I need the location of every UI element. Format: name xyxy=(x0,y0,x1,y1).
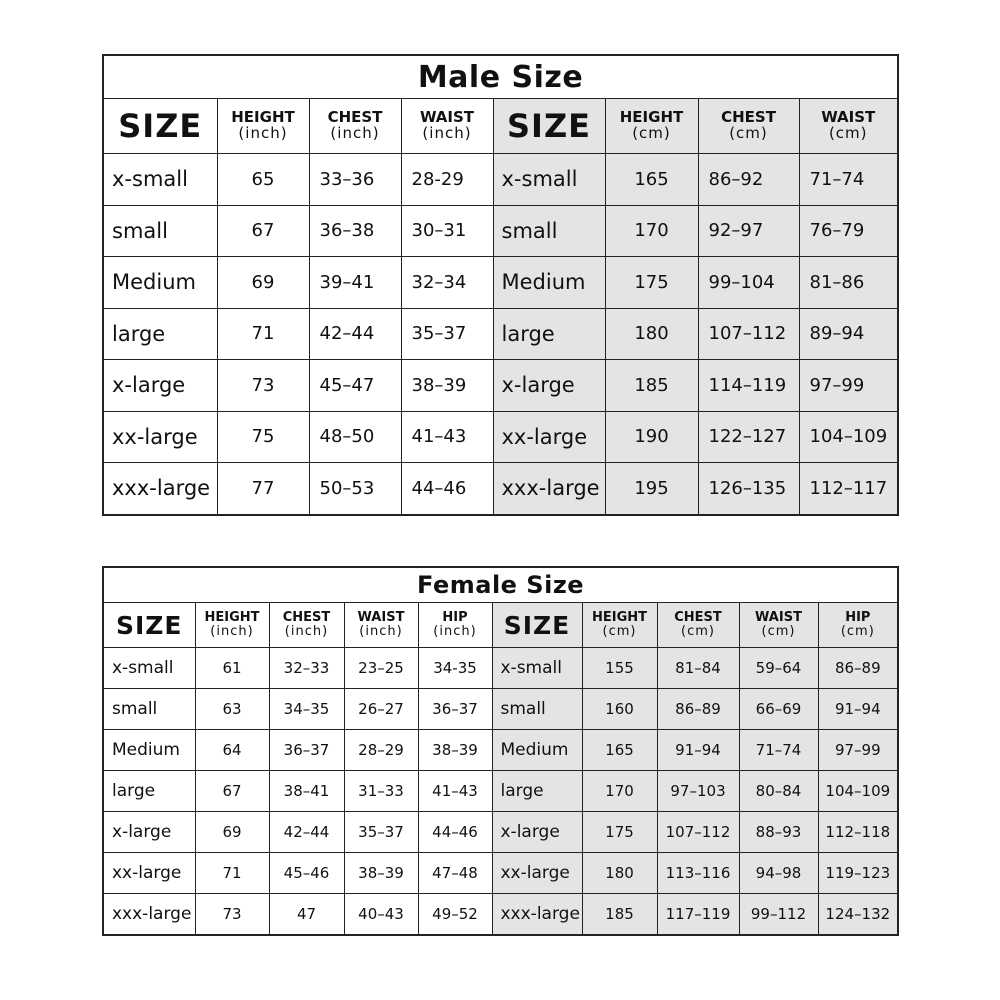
waist-cm: 59–64 xyxy=(739,648,818,689)
height-cm: 180 xyxy=(582,853,657,894)
hip-inch: 44–46 xyxy=(418,812,492,853)
chest-cm: 92–97 xyxy=(698,205,799,257)
waist-inch: 26–27 xyxy=(344,689,418,730)
chest-cm: 113–116 xyxy=(657,853,739,894)
hip-inch: 34-35 xyxy=(418,648,492,689)
hip-cm: 119–123 xyxy=(818,853,898,894)
header-hip-cm: HIP (cm) xyxy=(818,603,898,648)
height-cm: 160 xyxy=(582,689,657,730)
table-row xyxy=(103,689,898,730)
header-waist-cm: WAIST (cm) xyxy=(739,603,818,648)
male-size-title: Male Size xyxy=(103,55,898,99)
size-label: x-small xyxy=(103,154,217,206)
hip-cm: 86–89 xyxy=(818,648,898,689)
waist-cm: 71–74 xyxy=(799,154,898,206)
chest-cm: 117–119 xyxy=(657,894,739,936)
table-row xyxy=(103,812,898,853)
hip-inch: 49–52 xyxy=(418,894,492,936)
hip-inch: 36–37 xyxy=(418,689,492,730)
waist-inch: 31–33 xyxy=(344,771,418,812)
waist-cm: 112–117 xyxy=(799,463,898,515)
height-inch: 73 xyxy=(217,360,309,412)
table-row xyxy=(103,257,898,309)
waist-inch: 35–37 xyxy=(344,812,418,853)
waist-inch: 38–39 xyxy=(401,360,493,412)
header-height-cm: HEIGHT (cm) xyxy=(605,99,698,154)
table-row xyxy=(103,463,898,515)
size-label-cm: large xyxy=(492,771,582,812)
chest-inch: 50–53 xyxy=(309,463,401,515)
chest-inch: 45–46 xyxy=(269,853,344,894)
header-size: SIZE xyxy=(103,99,217,154)
height-cm: 185 xyxy=(605,360,698,412)
chest-inch: 32–33 xyxy=(269,648,344,689)
height-inch: 75 xyxy=(217,411,309,463)
chest-inch: 36–37 xyxy=(269,730,344,771)
header-height-inch: HEIGHT (inch) xyxy=(217,99,309,154)
height-cm: 175 xyxy=(605,257,698,309)
size-label-cm: x-large xyxy=(493,360,605,412)
size-label-cm: Medium xyxy=(493,257,605,309)
table-row xyxy=(103,853,898,894)
size-label: large xyxy=(103,771,195,812)
size-label: Medium xyxy=(103,730,195,771)
height-inch: 64 xyxy=(195,730,269,771)
size-label: xxx-large xyxy=(103,463,217,515)
table-row xyxy=(103,730,898,771)
waist-cm: 89–94 xyxy=(799,308,898,360)
female-size-table xyxy=(102,566,899,936)
chest-cm: 81–84 xyxy=(657,648,739,689)
chest-cm: 86–92 xyxy=(698,154,799,206)
chest-inch: 48–50 xyxy=(309,411,401,463)
waist-cm: 104–109 xyxy=(799,411,898,463)
hip-cm: 91–94 xyxy=(818,689,898,730)
height-cm: 185 xyxy=(582,894,657,936)
waist-inch: 40–43 xyxy=(344,894,418,936)
table-row xyxy=(103,894,898,936)
size-label: xx-large xyxy=(103,853,195,894)
female-header-row xyxy=(103,603,898,648)
table-row xyxy=(103,205,898,257)
chest-cm: 114–119 xyxy=(698,360,799,412)
header-waist-inch: WAIST (inch) xyxy=(344,603,418,648)
table-row xyxy=(103,154,898,206)
waist-cm: 81–86 xyxy=(799,257,898,309)
size-label-cm: x-large xyxy=(492,812,582,853)
height-cm: 155 xyxy=(582,648,657,689)
waist-inch: 44–46 xyxy=(401,463,493,515)
waist-cm: 99–112 xyxy=(739,894,818,936)
size-label-cm: small xyxy=(493,205,605,257)
hip-cm: 104–109 xyxy=(818,771,898,812)
height-cm: 175 xyxy=(582,812,657,853)
height-cm: 195 xyxy=(605,463,698,515)
chest-cm: 97–103 xyxy=(657,771,739,812)
size-label: xxx-large xyxy=(103,894,195,936)
height-inch: 69 xyxy=(217,257,309,309)
table-row xyxy=(103,360,898,412)
height-cm: 190 xyxy=(605,411,698,463)
chest-cm: 99–104 xyxy=(698,257,799,309)
size-label-cm: xx-large xyxy=(493,411,605,463)
chest-inch: 38–41 xyxy=(269,771,344,812)
size-label-cm: small xyxy=(492,689,582,730)
height-inch: 67 xyxy=(217,205,309,257)
chest-cm: 86–89 xyxy=(657,689,739,730)
height-inch: 71 xyxy=(217,308,309,360)
height-inch: 77 xyxy=(217,463,309,515)
chest-inch: 34–35 xyxy=(269,689,344,730)
size-label-cm: x-small xyxy=(492,648,582,689)
height-inch: 71 xyxy=(195,853,269,894)
header-height-cm: HEIGHT (cm) xyxy=(582,603,657,648)
hip-inch: 47–48 xyxy=(418,853,492,894)
header-size-cm: SIZE xyxy=(493,99,605,154)
height-inch: 61 xyxy=(195,648,269,689)
male-size-table xyxy=(102,54,899,516)
waist-cm: 71–74 xyxy=(739,730,818,771)
waist-inch: 23–25 xyxy=(344,648,418,689)
chest-inch: 47 xyxy=(269,894,344,936)
chest-inch: 36–38 xyxy=(309,205,401,257)
waist-inch: 30–31 xyxy=(401,205,493,257)
waist-inch: 41–43 xyxy=(401,411,493,463)
header-size: SIZE xyxy=(103,603,195,648)
table-row xyxy=(103,411,898,463)
size-label-cm: Medium xyxy=(492,730,582,771)
chest-inch: 42–44 xyxy=(309,308,401,360)
waist-inch: 35–37 xyxy=(401,308,493,360)
size-label-cm: x-small xyxy=(493,154,605,206)
height-inch: 65 xyxy=(217,154,309,206)
height-cm: 170 xyxy=(582,771,657,812)
size-label-cm: xxx-large xyxy=(493,463,605,515)
header-chest-inch: CHEST (inch) xyxy=(309,99,401,154)
waist-inch: 28–29 xyxy=(344,730,418,771)
hip-cm: 112–118 xyxy=(818,812,898,853)
table-row xyxy=(103,308,898,360)
waist-cm: 76–79 xyxy=(799,205,898,257)
chest-cm: 91–94 xyxy=(657,730,739,771)
waist-inch: 32–34 xyxy=(401,257,493,309)
female-size-title: Female Size xyxy=(103,567,898,603)
waist-inch: 38–39 xyxy=(344,853,418,894)
size-label: x-large xyxy=(103,812,195,853)
height-cm: 165 xyxy=(582,730,657,771)
size-label-cm: xxx-large xyxy=(492,894,582,936)
hip-cm: 97–99 xyxy=(818,730,898,771)
header-hip-inch: HIP (inch) xyxy=(418,603,492,648)
waist-cm: 66–69 xyxy=(739,689,818,730)
height-cm: 170 xyxy=(605,205,698,257)
hip-inch: 41–43 xyxy=(418,771,492,812)
waist-cm: 97–99 xyxy=(799,360,898,412)
size-label-cm: xx-large xyxy=(492,853,582,894)
size-label: small xyxy=(103,689,195,730)
size-label: small xyxy=(103,205,217,257)
waist-cm: 88–93 xyxy=(739,812,818,853)
chest-inch: 45–47 xyxy=(309,360,401,412)
header-size-cm: SIZE xyxy=(492,603,582,648)
chest-cm: 126–135 xyxy=(698,463,799,515)
header-waist-cm: WAIST (cm) xyxy=(799,99,898,154)
height-inch: 73 xyxy=(195,894,269,936)
size-label: Medium xyxy=(103,257,217,309)
male-header-row xyxy=(103,99,898,154)
header-chest-cm: CHEST (cm) xyxy=(657,603,739,648)
chest-cm: 107–112 xyxy=(698,308,799,360)
hip-inch: 38–39 xyxy=(418,730,492,771)
hip-cm: 124–132 xyxy=(818,894,898,936)
chest-cm: 107–112 xyxy=(657,812,739,853)
size-label: large xyxy=(103,308,217,360)
waist-inch: 28-29 xyxy=(401,154,493,206)
size-label-cm: large xyxy=(493,308,605,360)
height-inch: 69 xyxy=(195,812,269,853)
table-row xyxy=(103,648,898,689)
height-cm: 165 xyxy=(605,154,698,206)
header-height-inch: HEIGHT (inch) xyxy=(195,603,269,648)
chest-inch: 42–44 xyxy=(269,812,344,853)
size-label: x-large xyxy=(103,360,217,412)
header-chest-inch: CHEST (inch) xyxy=(269,603,344,648)
size-label: xx-large xyxy=(103,411,217,463)
height-cm: 180 xyxy=(605,308,698,360)
chest-inch: 39–41 xyxy=(309,257,401,309)
waist-cm: 80–84 xyxy=(739,771,818,812)
chest-cm: 122–127 xyxy=(698,411,799,463)
header-chest-cm: CHEST (cm) xyxy=(698,99,799,154)
chest-inch: 33–36 xyxy=(309,154,401,206)
waist-cm: 94–98 xyxy=(739,853,818,894)
height-inch: 63 xyxy=(195,689,269,730)
table-row xyxy=(103,771,898,812)
size-label: x-small xyxy=(103,648,195,689)
header-waist-inch: WAIST (inch) xyxy=(401,99,493,154)
height-inch: 67 xyxy=(195,771,269,812)
